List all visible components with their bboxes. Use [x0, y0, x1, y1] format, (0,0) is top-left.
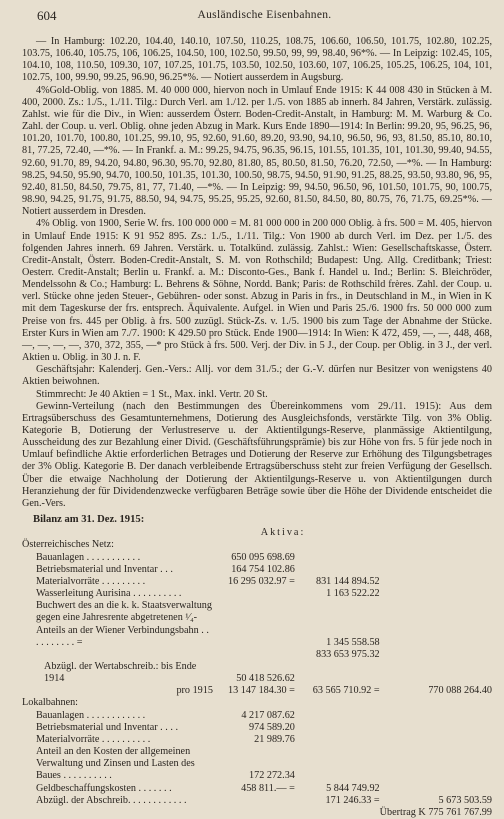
- paragraph: — In Hamburg: 102.20, 104.40, 140.10, 107.50, 110.25, 108.75, 106.60, 106.50, 101.75, 102.80, 102.25, 103.75, 106.40, 105.75, 106, 106.25, 104.50, 100, 102.50, 99.50, 99, 99, 98.40, 96*%. — In Leipzig: 102.45, 105, 104.10, 108, 110.50, 109.30, 107, 107.25, 101.75, 103.50, 102.50, 103.60, 107, 106.25, 105.25, 106.25, 104, 101, 102.75, 100, 99.90, 99.25, 96.90, 96.25*%. — Notiert ausserdem in Augsburg.: [22, 36, 492, 84]
- balance-value-col1: 50 418 526.62: [236, 673, 295, 685]
- balance-row: [22, 722, 492, 734]
- paragraphs: [22, 36, 492, 510]
- balance-label: Abzügl. der Abschreib. . . . . . . . . . . .: [36, 794, 187, 806]
- balance-row: [22, 697, 492, 709]
- balance-label: [22, 807, 213, 819]
- balance-value-col2: [295, 807, 380, 819]
- balance-value-col2: [295, 564, 380, 576]
- balance-table: [22, 539, 492, 819]
- balance-row: [22, 661, 492, 685]
- balance-value-col1: 4 217 087.62: [241, 709, 295, 721]
- balance-label: Wasserleitung Aurisina . . . . . . . . . .: [36, 588, 182, 600]
- balance-label: Materialvorräte . . . . . . . . . .: [36, 733, 151, 745]
- balance-row: [22, 564, 492, 576]
- balance-label: Anteil an den Kosten der allgemeinen Verwaltung und Zinsen und Lasten des Baues . . . . . . . . . .: [36, 746, 195, 782]
- balance-value-col2: 5 844 749.92: [326, 782, 380, 794]
- balance-label: Bauanlagen . . . . . . . . . . .: [36, 551, 141, 563]
- balance-value-col3: [380, 600, 492, 649]
- balance-label: Bauanlagen . . . . . . . . . . . .: [36, 709, 146, 721]
- balance-value-col3: [380, 539, 492, 551]
- balance-row: [22, 783, 492, 795]
- balance-value-col2: [295, 710, 380, 722]
- balance-row: [22, 539, 492, 551]
- balance-label: Österreichisches Netz:: [22, 539, 114, 551]
- balance-value-col1: [213, 649, 295, 661]
- page-number: 604: [37, 8, 57, 23]
- balance-label: Betriebsmaterial und Inventar . . .: [36, 563, 173, 575]
- balance-value-col2: [295, 734, 380, 746]
- running-title: Ausländische Eisenbahnen.: [197, 9, 332, 21]
- balance-value-col1: [213, 588, 295, 600]
- balance-row: [22, 710, 492, 722]
- paragraph: 4%Gold-Oblig. von 1885. M. 40 000 000, hiervon noch in Umlauf Ende 1915: K 44 008 430 in Stücken à M. 400, 2000. Zs.: 1./5., 1./11. Tilg.: Durch Verl. am 1./12. per 1./5. von 1885 ab innerh. 84 Jahren, Verstärk. zulässig. Zahlst. wie für die Div., in Wien: ausserdem Österr. Boden-Credit-Anstalt, in Hamburg: M. M. Warburg & Co. Zahl. der Coup. u. verl. Oblig. ohne jeden Abzug in Mark. Kurs Ende 1890—1914: In Berlin: 99.20, 95, 96.25, 96, 101.20, 101.70, 100.80, 101.25, 99.10, 95, 92.60, 91.60, 89.20, 93.90, 94.10, 96.50, 96, 93, 81.50, 85.10, 80.10, 81, 77.25, 72.40, —*%. — In Frankf. a. M.: 99.25, 94.75, 96.35, 96.15, 101.55, 101.35, 101, 101.30, 99.40, 94.55, 92.60, 91.70, 89, 94.20, 94.80, 96.30, 95.70, 92.80, 81.80, 85, 80.50, 81.50, 76.20, 72.50, —*%. — In Hamburg: 98.25, 94.50, 95.90, 94.70, 100.50, 101.35, 101.30, 100.50, 98.75, 94.50, 91.90, 91.25, 88.25, 93.50, 93.80, 96, 95, 92.40, 81.50, 84.50, 79.75, 81, 77, 71.40, —*%. — In Leipzig: 99, 94.50, 96.50, 96, 101.50, 101.75, 90, 100.75, 98.90, 94.25, 91.75, 91.75, 88.50, 94, 94.75, 95.25, 95.25, 92.60, 81.50, 84.50, 80, 80.75, 76, 71.75, 69.25*%. — Notiert ausserdem in Dresden.: [22, 84, 492, 218]
- balance-value-col1: [213, 795, 295, 807]
- balance-value-col1: 650 095 698.69: [231, 551, 295, 563]
- balance-row: [22, 576, 492, 588]
- balance-value-col3: [380, 734, 492, 746]
- balance-value-col3: 5 673 503.59: [438, 794, 492, 806]
- balance-label: Buchwert des an die k. k. Staatsverwaltung gegen eine Jahresrente abgetretenen ¹⁄₄-Anteils an der Wiener Verbindungsbahn . . . . . . . . . . =: [36, 600, 212, 648]
- balance-value-col2: [295, 552, 380, 564]
- paragraph: 4% Oblig. von 1900, Serie W. frs. 100 000 000 = M. 81 000 000 in 200 000 Oblig. à frs. 500 = M. 405, hiervon in Umlauf Ende 1915: K 91 952 895. Zs.: 1./5., 1./11. Tilg.: Von 1900 ab durch Verl. im Dez. per 1./5. des folgenden Jahres innerh. 69 Jahren. Verstärk. u. Totalkünd. zulässig. Zahlst.: Wien: Gesellschaftskasse, Österr. Credit-Anstalt, Österr. Boden-Credit-Anstalt, S. M. von Rothschild; Budapest: Ung. Allg. Creditbank; Triest: Oesterr. Credit-Anstalt; Berlin u. Frankf. a. M.: Disconto-Ges., Bank f. Handel u. Ind.; Berlin: S. Bleichröder, Mendelssohn & Co.; Hamburg: L. Behrens & Söhne, Nordd. Bank; Paris: de Rothschild frères. Zahl. der Coup. u. verl. Stücke ohne jeden Steuer-, Gebühren- oder sonst. Abzug in Paris in frs., in Deutschland in M., in Wien in K mit dem Tageskurse der frs. entsprech. Äquivalente. Aufgel. in Wien und Paris 25./6. 1900 frs. 50 000 000 zum Preise von frs. 445 per Oblig. à frs. 500 zuzügl. Stück-Zs. v. 1./5. 1900 bis zum Tage der Abnahme der Stücke. Erster Kurs in Wien am 7./7. 1900: K 429.50 pro Stück. Ende 1900—1914: In Wien: K 472, 459, —, —, 448, 468, —, —, —, —, 370, 372, 355, —* pro Stück à frs. 500. Verj. der Div. in 5 J., der Coup. per Oblig. in 3 J., der verl. Aktien u. Oblig. in 30 J. n. F.: [22, 218, 492, 364]
- balance-value-col2: 171 246.33 =: [325, 794, 380, 806]
- balance-value-col3: [380, 588, 492, 600]
- balance-row: [22, 746, 492, 782]
- balance-row: [22, 795, 492, 807]
- balance-value-col2: 1 345 558.58: [326, 636, 380, 648]
- balance-value-col1: [213, 600, 295, 649]
- balance-value-col3: [380, 576, 492, 588]
- balance-label: Betriebsmaterial und Inventar . . . .: [36, 721, 179, 733]
- balance-value-col3: [380, 564, 492, 576]
- balance-value-col2: 1 163 522.22: [326, 588, 380, 600]
- balance-value-col3: Übertrag K 775 761 767.99: [379, 806, 492, 818]
- balance-value-col2: [295, 661, 380, 685]
- balance-value-col2: 63 565 710.92 =: [312, 685, 380, 697]
- balance-value-col1: 458 811.— =: [241, 782, 295, 794]
- balance-heading: Bilanz am 31. Dez. 1915:: [33, 514, 145, 526]
- balance-value-col3: [380, 746, 492, 782]
- balance-value-col1: 974 589.20: [249, 721, 295, 733]
- balance-value-col3: [380, 552, 492, 564]
- balance-label: Abzügl. der Wertabschreib.: bis Ende 1914: [44, 660, 197, 685]
- balance-value-col1: [213, 697, 295, 709]
- balance-value-col1: 16 295 032.97 =: [228, 575, 295, 587]
- balance-value-col1: [213, 807, 295, 819]
- balance-value-col1: 164 754 102.86: [231, 563, 295, 575]
- balance-value-col2: 833 653 975.32: [315, 648, 380, 660]
- paragraph: Geschäftsjahr: Kalenderj. Gen.-Vers.: Allj. vor dem 31./5.; der G.-V. dürfen nur Besitzer von wenigstens 40 Aktien beiwohnen.: [22, 364, 492, 388]
- balance-row: [22, 600, 492, 649]
- balance-value-col3: [380, 661, 492, 685]
- balance-value-col1: 13 147 184.30 =: [228, 685, 295, 697]
- balance-row: [22, 552, 492, 564]
- paragraph: Stimmrecht: Je 40 Aktien = 1 St., Max. inkl. Vertr. 20 St.: [36, 388, 268, 400]
- balance-row: [22, 588, 492, 600]
- balance-label: pro 1915: [176, 685, 213, 697]
- balance-label: [22, 649, 213, 661]
- balance-row: [22, 807, 492, 819]
- balance-row: [22, 649, 492, 661]
- balance-value-col2: [295, 746, 380, 782]
- balance-row: [22, 685, 492, 697]
- balance-value-col2: 831 144 894.52: [315, 575, 380, 587]
- balance-value-col3: [380, 783, 492, 795]
- balance-value-col1: [213, 539, 295, 551]
- balance-value-col1: 172 272.34: [249, 770, 295, 782]
- balance-value-col3: [380, 710, 492, 722]
- paragraph: Gewinn-Verteilung (nach den Bestimmungen des Übereinkommens vom 29./11. 1915): Aus dem Ertragsüberschuss des Gesamtunternehmens, Dotierung des Ausgleichsfonds, verstärkte Tilg. von 3% Oblig. Kategorie B, Dotierung der Verlustreserve u. der Aktientilgungs-Reserve, planmässige Aktientilgung, Ausscheidung des zur Bezahlung einer Divid. (Geschäftsführungsprämie) bis zur Höhe von frs. 5 für jede noch in Umlauf befindliche Aktie erforderlichen Betrages und Dotierung der Reserve zur Erhöhung des Tilgungsbetrages der 3% Oblig. Kategorie B. Der danach verbleibende Ertragsüberschuss steht zur freien Verfügung der Gesellsch. Über die etwaige Nachholung der Dotierung der Aktientilgungs-Reserve u. von Aktientilgungen durch Heranziehung der für Dividendenzwecke verfügbaren Beträge sowie über die Höhe der Dividende entscheidet die Gen.-Vers.: [22, 400, 492, 509]
- balance-value-col2: [295, 539, 380, 551]
- balance-value-col1: 21 989.76: [254, 733, 295, 745]
- balance-value-col3: [380, 722, 492, 734]
- page-body: [22, 36, 492, 819]
- balance-value-col3: [380, 649, 492, 661]
- balance-value-col2: [295, 722, 380, 734]
- page-header: [37, 8, 492, 24]
- balance-value-col3: 770 088 264.40: [428, 685, 492, 697]
- balance-value-col2: [295, 697, 380, 709]
- balance-label: Lokalbahnen:: [22, 697, 79, 709]
- balance-row: [22, 734, 492, 746]
- balance-label: Materialvorräte . . . . . . . . .: [36, 575, 146, 587]
- balance-label: Geldbeschaffungskosten . . . . . . .: [36, 782, 172, 794]
- aktiva-heading: Aktiva:: [260, 527, 306, 539]
- balance-value-col3: [380, 697, 492, 709]
